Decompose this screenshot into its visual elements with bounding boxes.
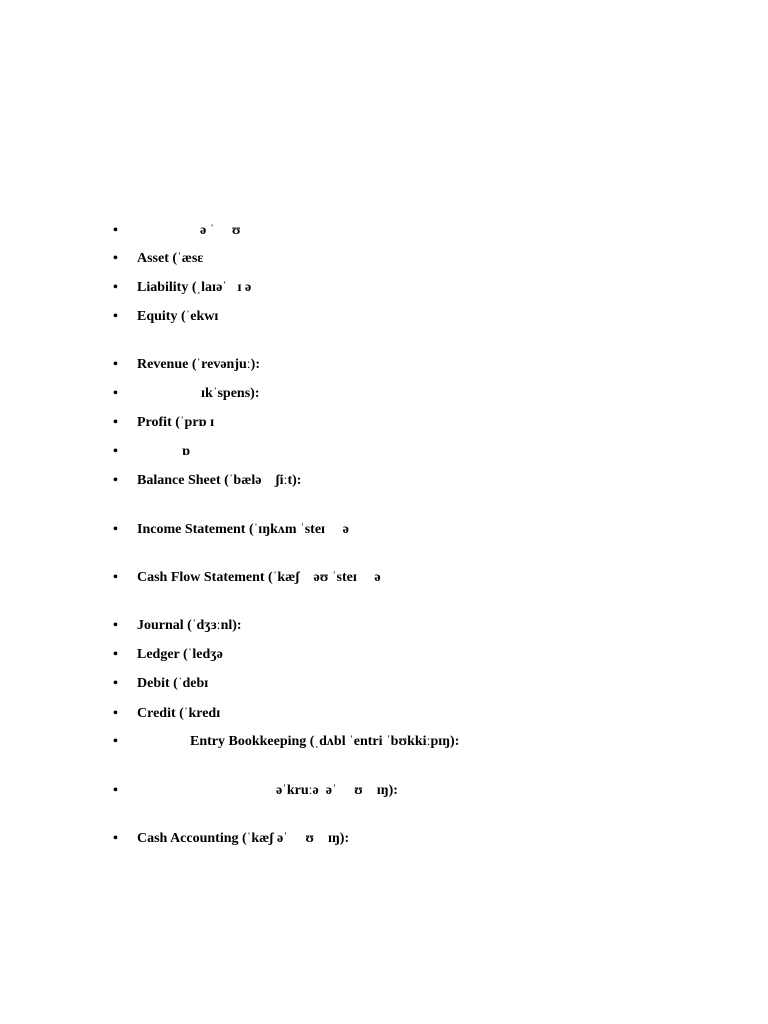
term-text: Cash Flow Statement (ˈkæʃ əʊ ˈsteɪ ə xyxy=(137,570,381,585)
list-item xyxy=(0,278,768,298)
list-item xyxy=(0,355,768,375)
bullet: • xyxy=(113,473,118,488)
bullet: • xyxy=(113,309,118,324)
bullet: • xyxy=(113,444,118,459)
term-text: Profit (ˈprɒ ɪ xyxy=(137,415,215,430)
term-text: Asset (ˈæsɛ xyxy=(137,251,204,266)
list-item xyxy=(0,568,768,588)
list-item xyxy=(0,442,768,462)
list-item xyxy=(0,384,768,404)
bullet: • xyxy=(113,783,118,798)
list-item xyxy=(0,674,768,694)
bullet: • xyxy=(113,357,118,372)
bullet: • xyxy=(113,386,118,401)
term-text: ɒ xyxy=(182,444,191,459)
bullet: • xyxy=(113,223,118,238)
term-text: Ledger (ˈledʒə xyxy=(137,647,223,662)
term-text: Entry Bookkeeping (ˌdʌbl ˈentri ˈbʊkkiːpɪŋ): xyxy=(190,734,460,749)
bullet: • xyxy=(113,831,118,846)
list-item xyxy=(0,781,768,801)
bullet: • xyxy=(113,280,118,295)
list-item xyxy=(0,249,768,269)
term-text: Income Statement (ˈɪŋkʌm ˈsteɪ ə xyxy=(137,522,349,537)
term-text: Credit (ˈkredɪ xyxy=(137,706,221,721)
bullet: • xyxy=(113,251,118,266)
bullet: • xyxy=(113,676,118,691)
term-text: ɪkˈspens): xyxy=(201,386,260,401)
term-text: Cash Accounting (ˈkæʃ əˈ ʊ ɪŋ): xyxy=(137,831,350,846)
bullet: • xyxy=(113,734,118,749)
bullet: • xyxy=(113,706,118,721)
term-text: Revenue (ˈrevənjuː): xyxy=(137,357,260,372)
term-text: Balance Sheet (ˈbælə ʃiːt): xyxy=(137,473,302,488)
term-text: Journal (ˈdʒɜːnl): xyxy=(137,618,242,633)
bullet: • xyxy=(113,647,118,662)
bullet: • xyxy=(113,522,118,537)
list-item xyxy=(0,704,768,724)
list-item xyxy=(0,645,768,665)
term-text: Debit (ˈdebɪ xyxy=(137,676,209,691)
list-item xyxy=(0,307,768,327)
term-text: Equity (ˈekwɪ xyxy=(137,309,219,324)
list-item xyxy=(0,732,768,752)
bullet: • xyxy=(113,570,118,585)
list-item xyxy=(0,471,768,491)
list-item xyxy=(0,413,768,433)
bullet: • xyxy=(113,618,118,633)
list-item xyxy=(0,829,768,849)
list-item xyxy=(0,221,768,241)
bullet: • xyxy=(113,415,118,430)
list-item xyxy=(0,616,768,636)
term-text: ə ˈ ʊ xyxy=(200,223,241,238)
term-text: əˈkruːə əˈ ʊ ɪŋ): xyxy=(276,783,398,798)
term-text: Liability (ˌlaɪəˈ ɪ ə xyxy=(137,280,252,295)
list-item xyxy=(0,520,768,540)
